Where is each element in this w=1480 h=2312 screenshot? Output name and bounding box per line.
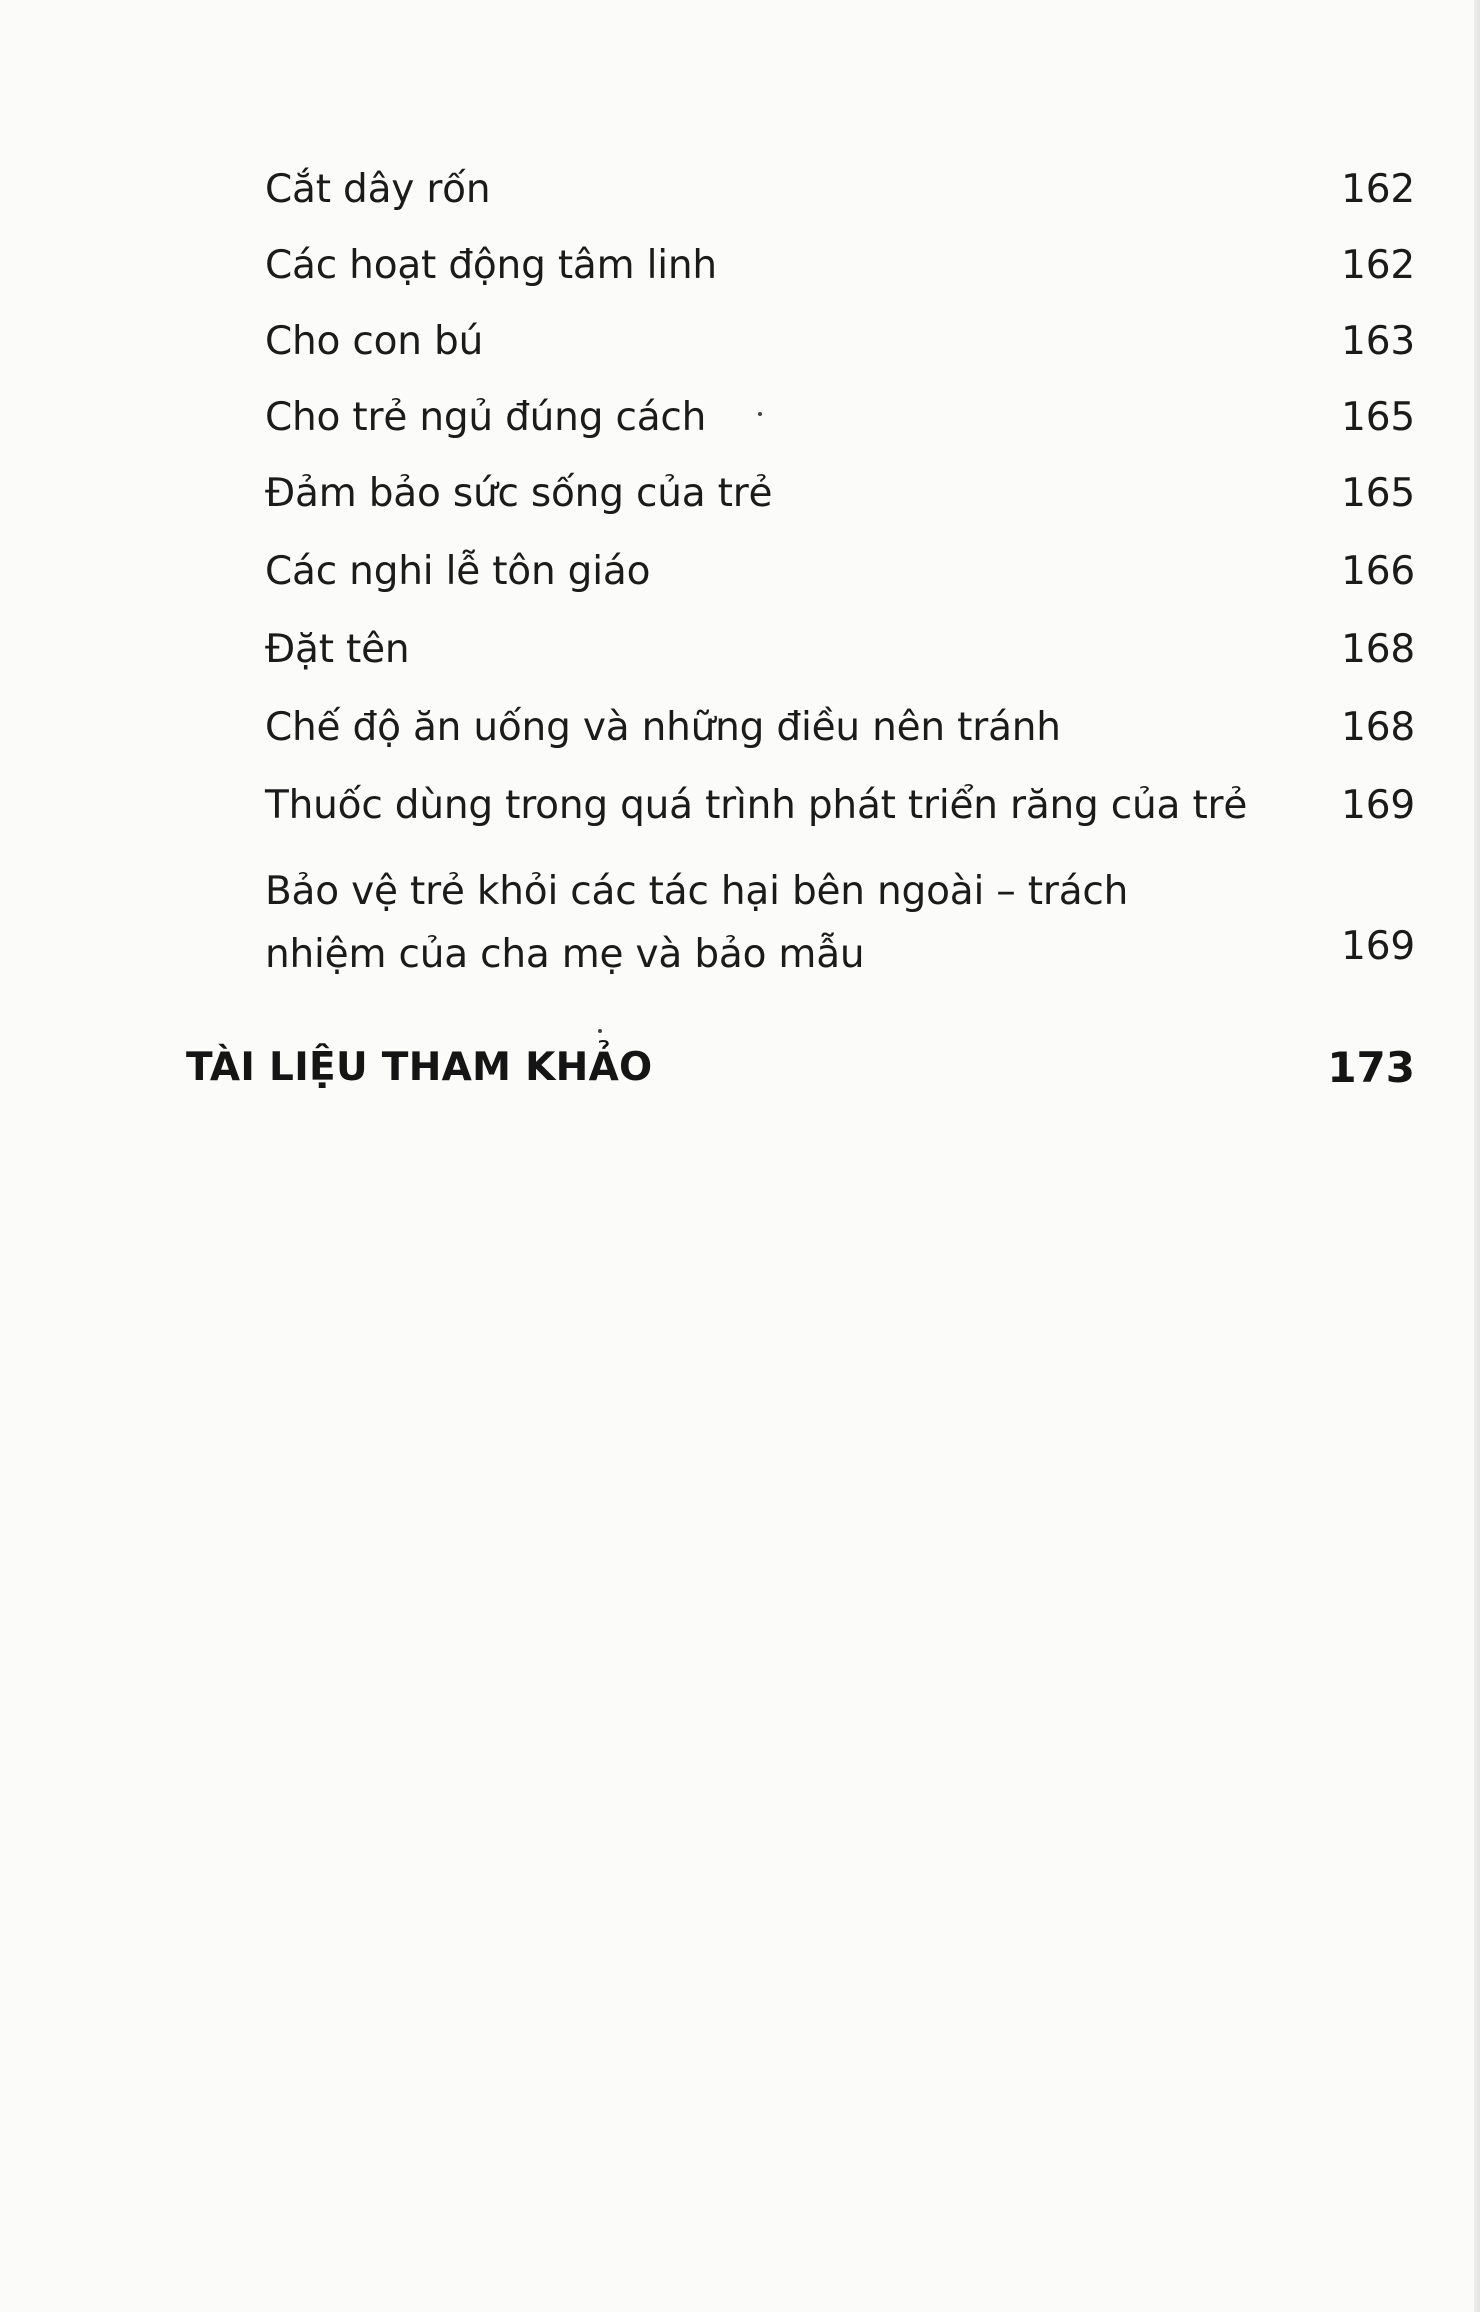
toc-entry-title: Chế độ ăn uống và những điều nên tránh — [265, 705, 1061, 750]
toc-entry-page: 168 — [1341, 627, 1415, 672]
print-speck — [598, 1029, 602, 1033]
toc-entry-page: 163 — [1341, 319, 1415, 364]
toc-entry-page: 162 — [1341, 243, 1415, 288]
section-heading-page: 173 — [1327, 1043, 1415, 1092]
toc-entry-page: 166 — [1341, 549, 1415, 594]
toc-entry-page: 168 — [1341, 705, 1415, 750]
toc-entry-page: 165 — [1341, 471, 1415, 516]
section-heading-title: TÀI LIỆU THAM KHẢO — [186, 1045, 653, 1090]
page-edge — [1474, 0, 1480, 2312]
toc-entry-title: Đặt tên — [265, 627, 410, 672]
print-speck — [758, 412, 762, 416]
toc-entry-page: 169 — [1341, 783, 1415, 828]
toc-entry-page: 169 — [1341, 924, 1415, 969]
toc-entry-title: Các nghi lễ tôn giáo — [265, 549, 651, 594]
toc-entry-title: Cắt dây rốn — [265, 167, 491, 212]
toc-entry-page: 162 — [1341, 167, 1415, 212]
toc-entry-title: Đảm bảo sức sống của trẻ — [265, 471, 773, 516]
toc-entry-title: Bảo vệ trẻ khỏi các tác hại bên ngoài – trách nhiệm của cha mẹ và bảo mẫu — [265, 869, 1129, 977]
toc-entry-title: Cho trẻ ngủ đúng cách — [265, 395, 707, 440]
toc-entry-title: Cho con bú — [265, 319, 484, 364]
toc-entry-title: Thuốc dùng trong quá trình phát triển răng của trẻ — [265, 783, 1248, 828]
toc-entry-title: Các hoạt động tâm linh — [265, 243, 717, 288]
toc-entry-page: 165 — [1341, 395, 1415, 440]
